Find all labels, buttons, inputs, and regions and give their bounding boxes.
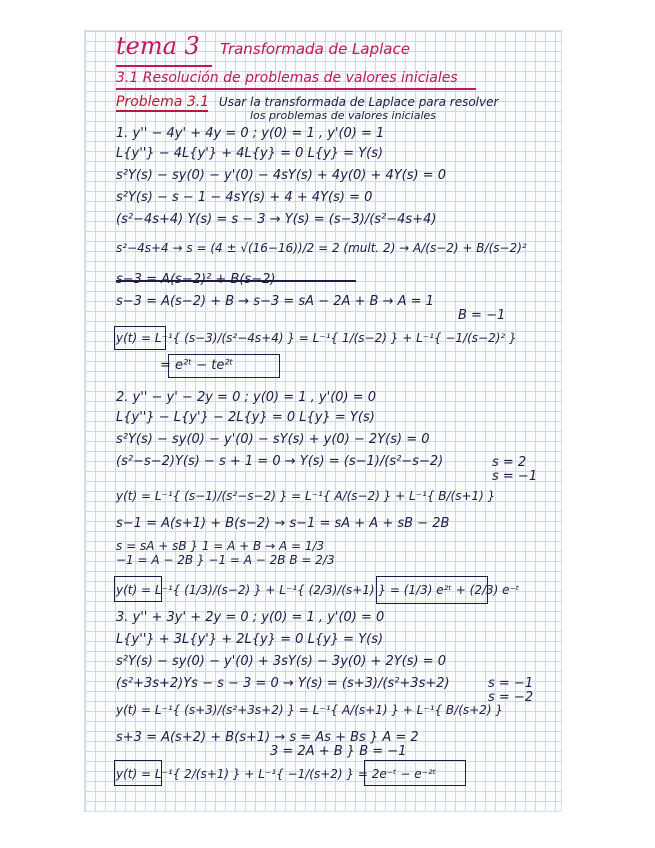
- p1-line: s²−4s+4 → s = (4 ± √(16−16))/2 = 2 (mult. 2) → A/(s−2) + B/(s−2)²: [116, 241, 527, 255]
- p1-result: = e²ᵗ − te²ᵗ: [160, 358, 234, 373]
- answer-box: [364, 760, 466, 786]
- p2-line: (s²−s−2)Y(s) − s + 1 = 0 → Y(s) = (s−1)/(s²−s−2): [116, 454, 444, 469]
- answer-box: [376, 576, 488, 604]
- p3-result: y(t) = L⁻¹{ 2/(s+1) } + L⁻¹{ −1/(s+2) } = 2e⁻ᵗ − e⁻²ᵗ: [116, 767, 437, 781]
- section-underline: [116, 88, 476, 90]
- p2-root: s = −1: [492, 469, 538, 484]
- p3-line: y(t) = L⁻¹{ (s+3)/(s²+3s+2) } = L⁻¹{ A/(s+1) } + L⁻¹{ B/(s+2) }: [116, 703, 503, 717]
- yt-box: [114, 576, 162, 602]
- problem-text-2: los problemas de valores iniciales: [250, 109, 437, 122]
- tema-title: tema 3: [116, 32, 200, 60]
- yt-box: [114, 326, 166, 350]
- yt-box: [114, 760, 162, 786]
- p2-line: s = sA + sB } 1 = A + B → A = 1/3: [116, 539, 325, 553]
- p3-line: 3 = 2A + B } B = −1: [270, 744, 407, 759]
- p2-line: y(t) = L⁻¹{ (s−1)/(s²−s−2) } = L⁻¹{ A/(s−2) } + L⁻¹{ B/(s+1) }: [116, 489, 496, 503]
- p3-root: s = −1: [488, 676, 534, 691]
- p1-line: s²Y(s) − s − 1 − 4sY(s) + 4 + 4Y(s) = 0: [116, 190, 373, 205]
- page-title: [116, 32, 410, 60]
- p2-line: L{y''} − L{y'} − 2L{y} = 0 L{y} = Y(s): [116, 410, 375, 425]
- p1-line: y(t) = L⁻¹{ (s−3)/(s²−4s+4) } = L⁻¹{ 1/(s−2) } + L⁻¹{ −1/(s−2)² }: [116, 331, 517, 345]
- p1-line: L{y''} − 4L{y'} + 4L{y} = 0 L{y} = Y(s): [116, 146, 384, 161]
- p3-line: L{y''} + 3L{y'} + 2L{y} = 0 L{y} = Y(s): [116, 632, 384, 647]
- problem-text: Usar la transformada de Laplace para resolver: [218, 95, 499, 109]
- strike-through: [116, 280, 356, 282]
- p2-line: s²Y(s) − sy(0) − y'(0) − sY(s) + y(0) − 2Y(s) = 0: [116, 432, 430, 447]
- p3-line: s²Y(s) − sy(0) − y'(0) + 3sY(s) − 3y(0) + 2Y(s) = 0: [116, 654, 447, 669]
- p2-line: s−1 = A(s+1) + B(s−2) → s−1 = sA + A + sB − 2B: [116, 516, 450, 531]
- p1-line: (s²−4s+4) Y(s) = s − 3 → Y(s) = (s−3)/(s²−4s+4): [116, 212, 437, 227]
- p1-line: s−3 = A(s−2) + B → s−3 = sA − 2A + B → A = 1: [116, 294, 434, 309]
- problem-underline: [116, 110, 208, 112]
- p2-line: −1 = A − 2B } −1 = A − 2B B = 2/3: [116, 553, 335, 567]
- p3-equation: 3. y'' + 3y' + 2y = 0 ; y(0) = 1 , y'(0) = 0: [116, 610, 385, 625]
- p2-equation: 2. y'' − y' − 2y = 0 ; y(0) = 1 , y'(0) = 0: [116, 390, 377, 405]
- p1-equation: 1. y'' − 4y' + 4y = 0 ; y(0) = 1 , y'(0) = 1: [116, 126, 385, 141]
- p1-coef-b: B = −1: [458, 308, 506, 323]
- title-underline: [116, 65, 212, 67]
- p2-result: y(t) = L⁻¹{ (1/3)/(s−2) } + L⁻¹{ (2/3)/(s+1) } = (1/3) e²ᵗ + (2/3) e⁻ᵗ: [116, 583, 520, 597]
- p3-line: (s²+3s+2)Ys − s − 3 = 0 → Y(s) = (s+3)/(s²+3s+2): [116, 676, 450, 691]
- p3-root: s = −2: [488, 690, 534, 705]
- problem-label: Problema 3.1: [116, 94, 210, 110]
- answer-box: [168, 354, 280, 378]
- section-heading: 3.1 Resolución de problemas de valores iniciales: [116, 70, 458, 86]
- p3-line: s+3 = A(s+2) + B(s+1) → s = As + Bs } A = 2: [116, 730, 419, 745]
- p1-line: s²Y(s) − sy(0) − y'(0) − 4sY(s) + 4y(0) + 4Y(s) = 0: [116, 168, 447, 183]
- transformada-title: Transformada de Laplace: [219, 40, 410, 58]
- p2-root: s = 2: [492, 455, 527, 470]
